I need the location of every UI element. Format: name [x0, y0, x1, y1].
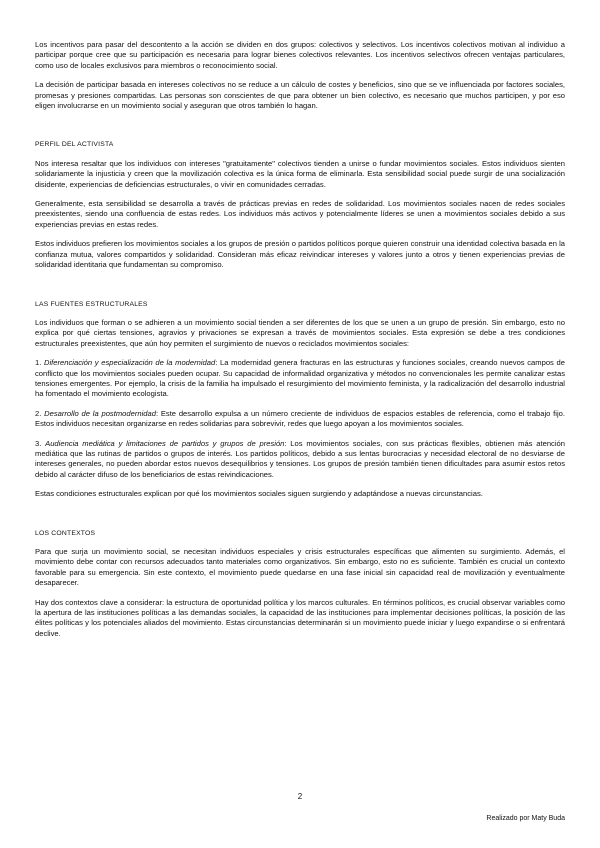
page-number: 2 — [297, 792, 303, 801]
contextos-paragraph-2: Hay dos contextos clave a considerar: la estructura de oportunidad política y los marcos culturales. En términos políticos, es crucial observar variables como la apertura de las instituciones políticas a las demandas sociales, la capacidad de las instituciones para implementar decisiones políticas, la posición de las élites políticas y los potenciales aliados del movimiento. Estas circunstancias determinarán si un movimiento puede iniciar y luego expandirse o si enfrentará declive. — [35, 597, 565, 638]
item-number: 3. — [35, 438, 42, 448]
perfil-paragraph-3: Estos individuos prefieren los movimientos sociales a los grupos de presión o partidos políticos porque quieren construir una identidad colectiva basada en la confianza mutua, valores compartidos y solidaridad. Consideran más eficaz reivindicar intereses y valores junto a otros y tienen experiencias previas de solidaridad identitaria que fundamentan su compromiso. — [35, 239, 565, 270]
perfil-paragraph-2: Generalmente, esta sensibilidad se desarrolla a través de prácticas previas en redes de solidaridad. Los movimientos sociales nacen de redes sociales preexistentes, siendo una confluencia de estas redes. Los individuos más activos y potencialmente líderes se unen a movimientos sociales debido a sus experiencias previas en estas redes. — [35, 199, 565, 229]
section-heading-contextos: LOS CONTEXTOS — [35, 529, 96, 537]
intro-paragraph-2: La decisión de participar basada en intereses colectivos no se reduce a un cálculo de costes y beneficios, sino que se ve influenciada por factores sociales, promesas y presiones compartidas. Las personas son conscientes de que para obtener un bien colectivo, es necesario que muchos participen, y por eso eligen involucrarse en un movimiento social y aseguran que otros también lo hagan. — [35, 80, 565, 111]
fuentes-item-1 — [35, 358, 565, 400]
item-title: Desarrollo de la postmodernidad — [44, 408, 156, 418]
section-heading-perfil: PERFIL DEL ACTIVISTA — [35, 141, 114, 149]
item-title: Audiencia mediática y limitaciones de partidos y grupos de presión — [45, 438, 285, 448]
item-number: 1. — [35, 358, 42, 368]
item-text: : Este desarrollo expulsa a un número creciente de individuos de espacios estables de referencia, como el trabajo fijo. Estos individuos necesitan organizarse en redes solidarias para sobrevivir, redes que luego apoyan a los movimientos sociales. — [35, 408, 565, 429]
footer-credit: Realizado por Maty Buda — [486, 815, 565, 822]
section-heading-fuentes: LAS FUENTES ESTRUCTURALES — [35, 300, 148, 308]
document-body — [35, 40, 565, 648]
fuentes-paragraph-1: Los individuos que forman o se adhieren a un movimiento social tienden a ser diferentes de los que se unen a un grupo de presión. Sin embargo, esto no explica por qué ciertas tensiones, agravios y privaciones se expresan a través de movimientos sociales. Esta expresión se debe a tres condiciones estructurales preexistentes, que aún hoy permiten el surgimiento de nuevos o reciclados movimientos sociales: — [35, 317, 565, 348]
perfil-paragraph-1: Nos interesa resaltar que los individuos con intereses "gratuitamente" colectivos tienden a unirse o fundar movimientos sociales. Estos individuos sienten solidariamente la injusticia y creen que la movilización colectiva es la única forma de eliminarla. Esta sensibilidad social puede surgir de una socialización disidente, experiencias de deficiencias estructurales, o vivir en comunidades cerradas. — [35, 158, 565, 189]
item-number: 2. — [35, 408, 42, 418]
fuentes-item-2 — [35, 409, 565, 430]
item-text: : La modernidad genera fracturas en las estructuras y funciones sociales, creando nuevos campos de conflicto que los movimientos sociales pueden ocupar. Su capacidad de informalidad organizativa y métodos no convencionales les permite canalizar estas tensiones emergentes. Por ejemplo, la crisis de la familia ha impulsado el resurgimiento del movimiento feminista, y la radicalización del desarrollo industrial ha fomentado el movimiento ecologista. — [35, 358, 565, 399]
item-text: : Los movimientos sociales, con sus prácticas flexibles, obtienen más atención mediática que las rutinas de partidos o grupos de interés. Los partidos políticos, debido a sus lentas burocracias y necesidad electoral de no desviarse de intereses generales, no pueden abordar estos nuevos desequilibrios y tensiones. Los grupos de presión también tienen dificultades para asumir estos retos debido al carácter difuso de los beneficiarios de estas reivindicaciones. — [35, 438, 565, 479]
contextos-paragraph-1: Para que surja un movimiento social, se necesitan individuos especiales y crisis estructurales específicas que alimenten su surgimiento. Además, el movimiento debe contar con recursos adecuados tanto materiales como organizativos. Sin embargo, esto no es suficiente. También es crucial un contexto favorable para su emergencia. Sin este contexto, el movimiento puede quedarse en una fase inicial sin capacidad real de movilización y eventualmente desaparecer. — [35, 547, 565, 588]
fuentes-paragraph-2: Estas condiciones estructurales explican por qué los movimientos sociales siguen surgiendo y adaptándose a nuevas circunstancias. — [35, 489, 483, 499]
fuentes-item-3 — [35, 439, 565, 481]
intro-paragraph-1: Los incentivos para pasar del descontento a la acción se dividen en dos grupos: colectivos y selectivos. Los incentivos colectivos motivan al individuo a participar porque cree que su participación es necesaria para lograr bienes colectivos relevantes. Los incentivos selectivos ofrecen ventajas particulares, como uso de locales exclusivos para miembros o reconocimiento social. — [35, 40, 565, 70]
item-title: Diferenciación y especialización de la modernidad — [44, 358, 216, 368]
